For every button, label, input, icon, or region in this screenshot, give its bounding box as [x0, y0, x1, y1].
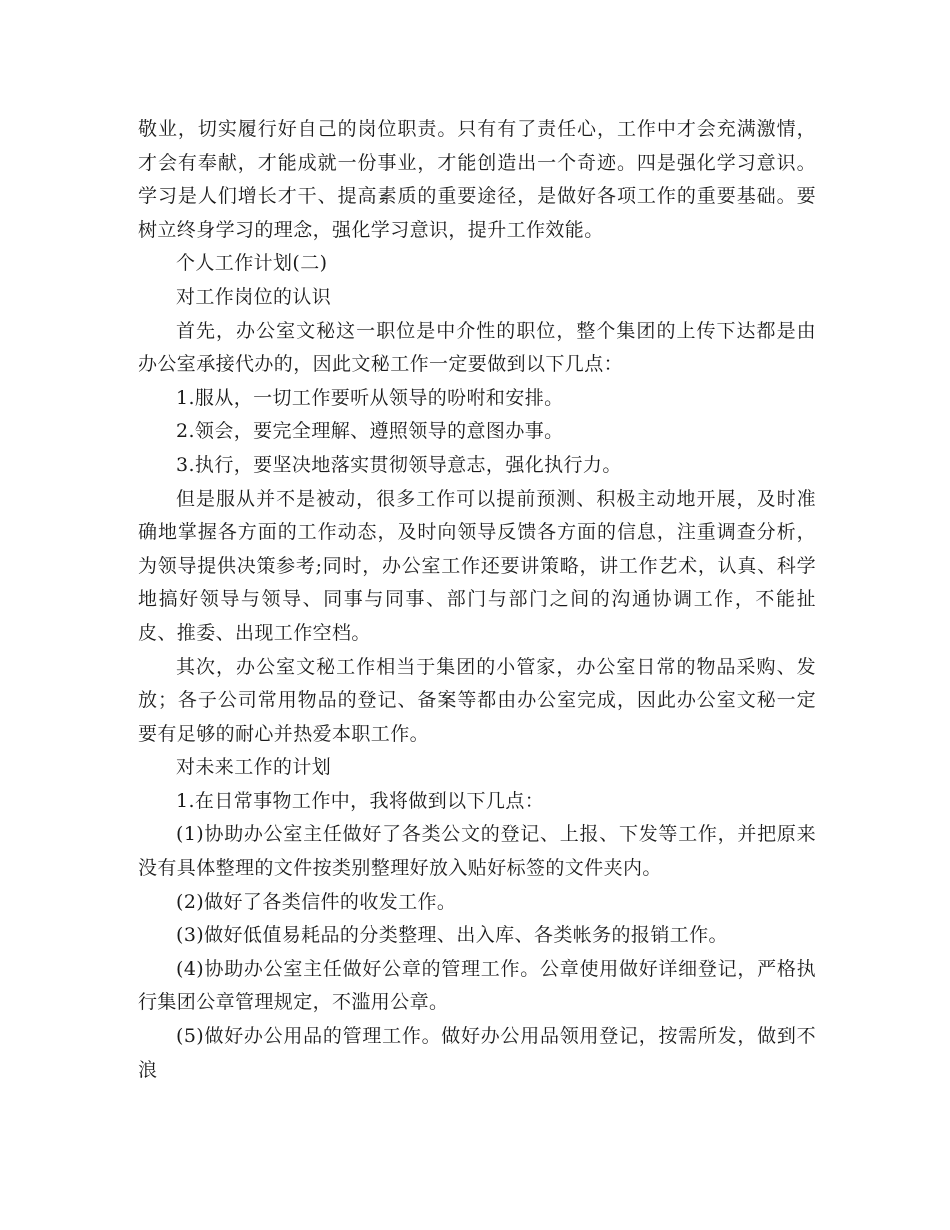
plan-subitem-2: (2)做好了各类信件的收发工作。 — [176, 890, 457, 913]
plan-item-1: 1.在日常事物工作中，我将做到以下几点： — [176, 789, 545, 812]
document-body — [138, 113, 816, 1087]
paragraph-obey: 但是服从并不是被动，很多工作可以提前预测、积极主动地开展，及时准确地掌握各方面的工作动态，及时向领导反馈各方面的信息，注重调查分析，为领导提供决策参考;同时，办公室工作还要讲策略，讲工作艺术，认真、科学地搞好领导与领导、同事与同事、部门与部门之间的沟通协调工作，不能扯皮、推委、出现工作空档。 — [138, 487, 816, 644]
list-item-2: 2.领会，要完全理解、遵照领导的意图办事。 — [176, 420, 564, 443]
paragraph-second: 其次，办公室文秘工作相当于集团的小管家，办公室日常的物品采购、发放；各子公司常用物品的登记、备案等都由办公室完成，因此办公室文秘一定要有足够的耐心并热爱本职工作。 — [138, 655, 816, 745]
plan-subitem-5: (5)做好办公用品的管理工作。做好办公用品领用登记，按需所发，做到不浪 — [138, 1025, 816, 1081]
plan-subitem-1: (1)协助办公室主任做好了各类公文的登记、上报、下发等工作，并把原来没有具体整理的文件按类别整理好放入贴好标签的文件夹内。 — [138, 823, 816, 880]
list-item-3: 3.执行，要坚决地落实贯彻领导意志，强化执行力。 — [176, 453, 622, 476]
paragraph-first: 首先，办公室文秘这一职位是中介性的职位，整个集团的上传下达都是由办公室承接代办的，因此文秘工作一定要做到以下几点： — [138, 319, 816, 376]
heading-job-understanding: 对工作岗位的认识 — [176, 285, 332, 308]
list-item-1: 1.服从，一切工作要听从领导的吩咐和安排。 — [176, 386, 564, 409]
section-title-plan-2: 个人工作计划(二) — [176, 252, 328, 275]
plan-subitem-4: (4)协助办公室主任做好公章的管理工作。公章使用做好详细登记，严格执行集团公章管理规定，不滥用公章。 — [138, 957, 816, 1014]
paragraph-1: 敬业，切实履行好自己的岗位职责。只有有了责任心，工作中才会充满激情，才会有奉献，才能成就一份事业，才能创造出一个奇迹。四是强化学习意识。学习是人们增长才干、提高素质的重要途径，是做好各项工作的重要基础。要树立终身学习的理念，强化学习意识，提升工作效能。 — [138, 118, 816, 241]
heading-future-plan: 对未来工作的计划 — [176, 756, 332, 779]
plan-subitem-3: (3)做好低值易耗品的分类整理、出入库、各类帐务的报销工作。 — [176, 924, 728, 947]
